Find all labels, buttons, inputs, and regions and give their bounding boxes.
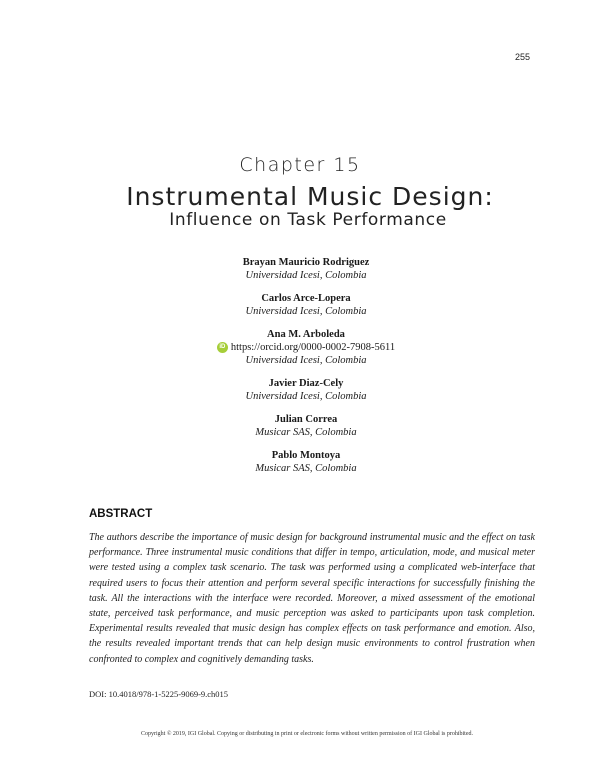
chapter-subtitle: Influence on Task Performance	[169, 210, 447, 230]
author-affiliation: Universidad Icesi, Colombia	[245, 355, 367, 366]
orcid-row	[0, 341, 600, 354]
author-block	[0, 328, 600, 367]
author-block	[0, 449, 600, 475]
author-affiliation: Musicar SAS, Colombia	[255, 427, 357, 438]
chapter-label: Chapter 15	[239, 154, 361, 176]
doi: DOI: 10.4018/978-1-5225-9069-9.ch015	[89, 689, 229, 699]
orcid-icon: iD	[217, 342, 228, 353]
page-number: 255	[514, 52, 530, 62]
author-name: Ana M. Arboleda	[267, 329, 345, 340]
author-block	[0, 377, 600, 403]
orcid-link[interactable]: https://orcid.org/0000-0002-7908-5611	[230, 342, 396, 353]
abstract-text: The authors describe the importance of music design for background instrumental music and the effect on task performance. Three instrumental music conditions that differ in tempo, articulation, mode, and musical meter were tested using a complex task scenario. The task was performed using a complicated web-interface that required users to focus their attention and perform several specific interactions for successfully finishing the task. All the interactions with the interface were recorded. Moreover, a mixed assessment of the emotional state, perceived task performance, and music perception was asked to participants upon task completion. Experimental results revealed that music design has complex effects on task performance and emotion. Also, the results revealed important trends that can help design music environments to control frustration when confronted to complex and cognitively demanding tasks.	[89, 532, 535, 665]
author-affiliation: Universidad Icesi, Colombia	[245, 391, 367, 402]
author-block	[0, 413, 600, 439]
author-name: Brayan Mauricio Rodriguez	[242, 257, 370, 268]
author-affiliation: Universidad Icesi, Colombia	[245, 270, 367, 281]
author-name: Carlos Arce-Lopera	[261, 293, 351, 304]
chapter-title: Instrumental Music Design:	[126, 182, 494, 211]
author-list	[0, 256, 600, 485]
author-name: Julian Correa	[274, 414, 338, 425]
author-name: Javier Diaz-Cely	[268, 378, 344, 389]
author-block	[0, 256, 600, 282]
author-block	[0, 292, 600, 318]
author-name: Pablo Montoya	[271, 450, 341, 461]
author-affiliation: Universidad Icesi, Colombia	[245, 306, 367, 317]
author-affiliation: Musicar SAS, Colombia	[255, 463, 357, 474]
copyright-notice: Copyright © 2019, IGI Global. Copying or distributing in print or electronic forms without written permission of IGI Global is prohibited.	[140, 731, 473, 737]
abstract-heading: ABSTRACT	[89, 508, 153, 520]
